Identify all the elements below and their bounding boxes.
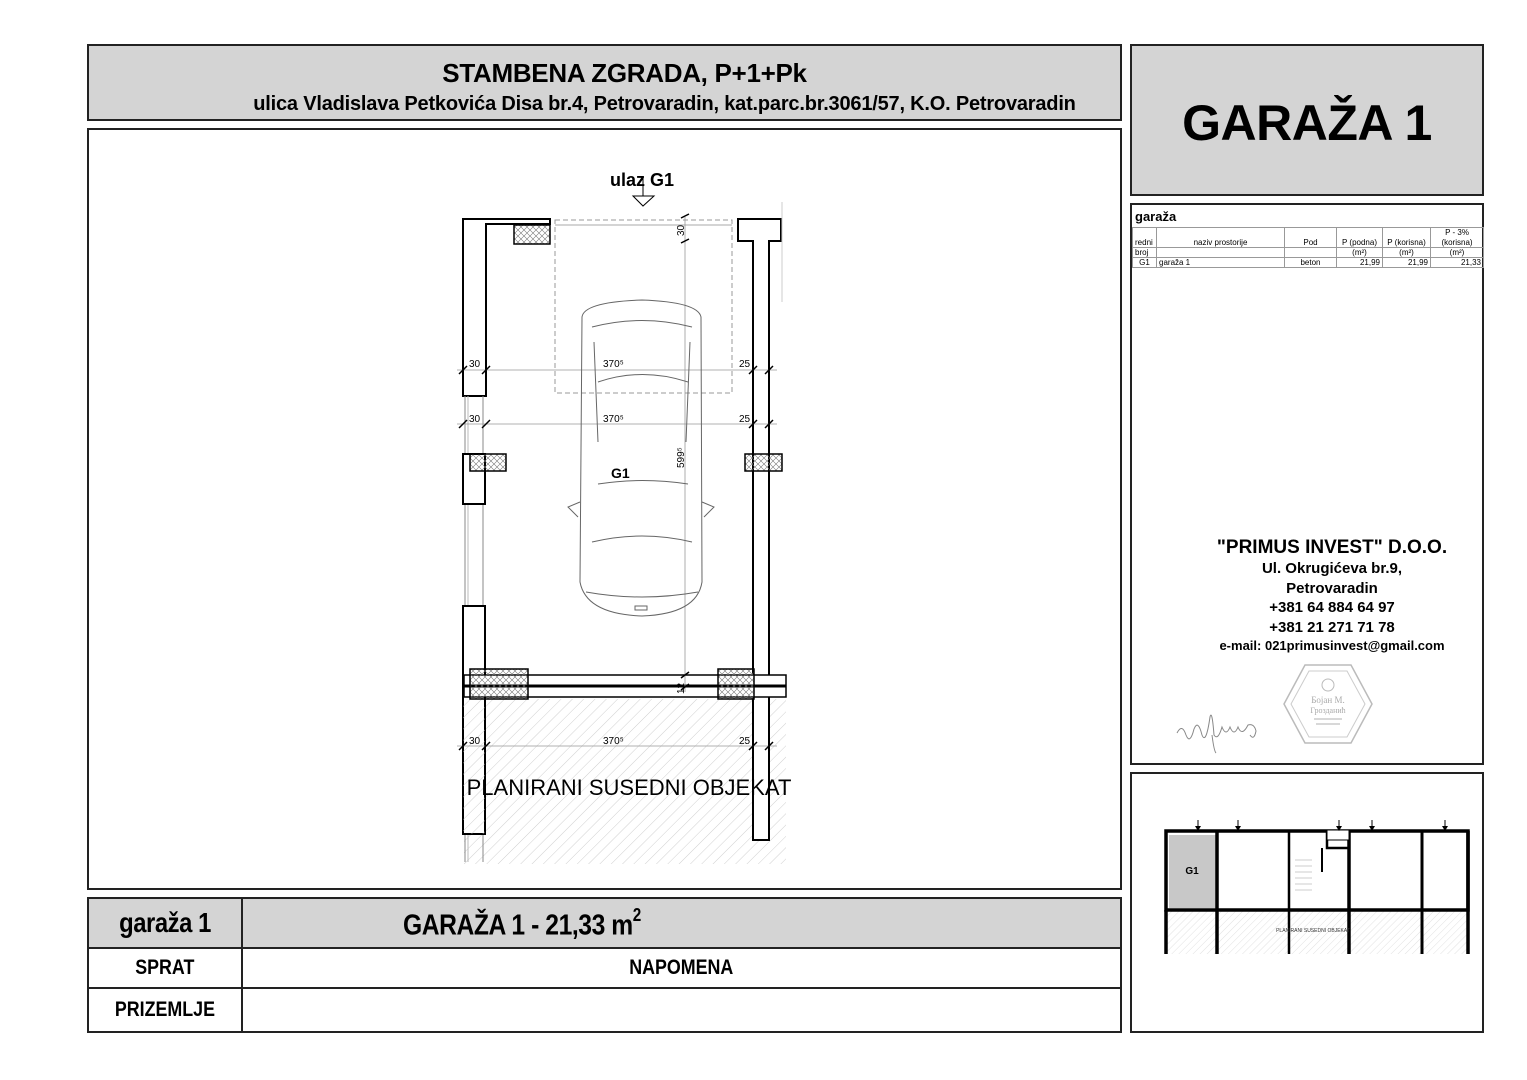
room-label: G1 (611, 465, 630, 481)
header-p3: (korisna) (1431, 238, 1484, 248)
svg-text:Грозданић: Грозданић (1310, 706, 1346, 715)
company-name: "PRIMUS INVEST" D.O.O. (1216, 537, 1448, 558)
company-street: Ul. Okrugićeva br.9, (1261, 560, 1403, 577)
dim-inner-width: 370⁵ (603, 359, 624, 370)
svg-text:Бојан М.: Бојан М. (1311, 695, 1345, 705)
note-header: NAPOMENA (243, 949, 1120, 989)
header-p-podna: P (podna) (1337, 238, 1383, 248)
neighbor-label: PLANIRANI SUSEDNI OBJEKAT (466, 775, 792, 800)
key-plan-svg (1132, 774, 1482, 1031)
dim-wall-left: 30 (469, 359, 481, 370)
table-row: G1 garaža 1 beton 21,99 21,99 21,33 (1133, 258, 1484, 268)
room-table-title: garaža (1135, 209, 1177, 224)
note-value (243, 989, 1120, 1031)
signature-icon (1172, 705, 1272, 755)
svg-text:370⁵: 370⁵ (603, 736, 624, 747)
dim-top-wall: 30 (676, 224, 687, 236)
floor-value: PRIZEMLJE (89, 989, 243, 1031)
svg-text:30: 30 (469, 414, 481, 425)
header-redni: redni (1133, 238, 1157, 248)
engineer-stamp-icon (1282, 663, 1374, 745)
svg-text:PLANIRANI SUSEDNI OBJEKAT: PLANIRANI SUSEDNI OBJEKAT (1276, 928, 1350, 934)
company-city: Petrovaradin (1286, 579, 1378, 597)
svg-text:30: 30 (469, 736, 481, 747)
company-phone-2: +381 21 271 71 78 (1269, 618, 1395, 636)
unit-area-title: GARAŽA 1 - 21,33 $m^2$ (243, 899, 1120, 949)
header-naziv: naziv prostorije (1157, 238, 1285, 248)
unit-title: GARAŽA 1 (1182, 95, 1432, 151)
entrance-arrow-icon (633, 196, 654, 206)
unit-summary-table (87, 897, 1122, 1033)
dim-bottom-wall: 12 (676, 682, 687, 694)
svg-text:370⁵: 370⁵ (603, 414, 624, 425)
key-plan-unit-label: G1 (1185, 866, 1199, 877)
dim-inner-length: 599⁵ (676, 447, 687, 468)
entrance-label: ulaz G1 (609, 170, 675, 190)
project-address: ulica Vladislava Petkovića Disa br.4, Petrovaradin, kat.parc.br.3061/57, K.O. Petrovaradin (253, 93, 1076, 115)
svg-text:25: 25 (739, 414, 751, 425)
header-pod: Pod (1285, 238, 1337, 248)
floor-header: SPRAT (89, 949, 243, 989)
project-header (87, 44, 1122, 121)
room-table: P - 3% redni naziv prostorije Pod P (podna) P (korisna) (korisna) broj (m²) (m²) (m²) G1 garaža 1 beton 21,99 21,99 21,33 (1132, 227, 1484, 268)
company-phone-1: +381 64 884 64 97 (1269, 599, 1395, 616)
header-p-korisna: P (korisna) (1383, 238, 1431, 248)
svg-text:25: 25 (739, 736, 751, 747)
project-title: STAMBENA ZGRADA, P+1+Pk (442, 58, 807, 88)
floor-plan-drawing (87, 128, 1122, 890)
car-icon (568, 300, 714, 616)
dim-wall-right: 25 (739, 359, 751, 370)
info-panel (1130, 203, 1484, 765)
unit-title-block (1130, 44, 1484, 196)
garage-plan-svg (89, 130, 1120, 888)
company-info (1192, 537, 1472, 655)
unit-name-cell: garaža 1 (89, 899, 243, 949)
company-email: e-mail: 021primusinvest@gmail.com (1219, 638, 1445, 653)
key-plan (1130, 772, 1484, 1033)
